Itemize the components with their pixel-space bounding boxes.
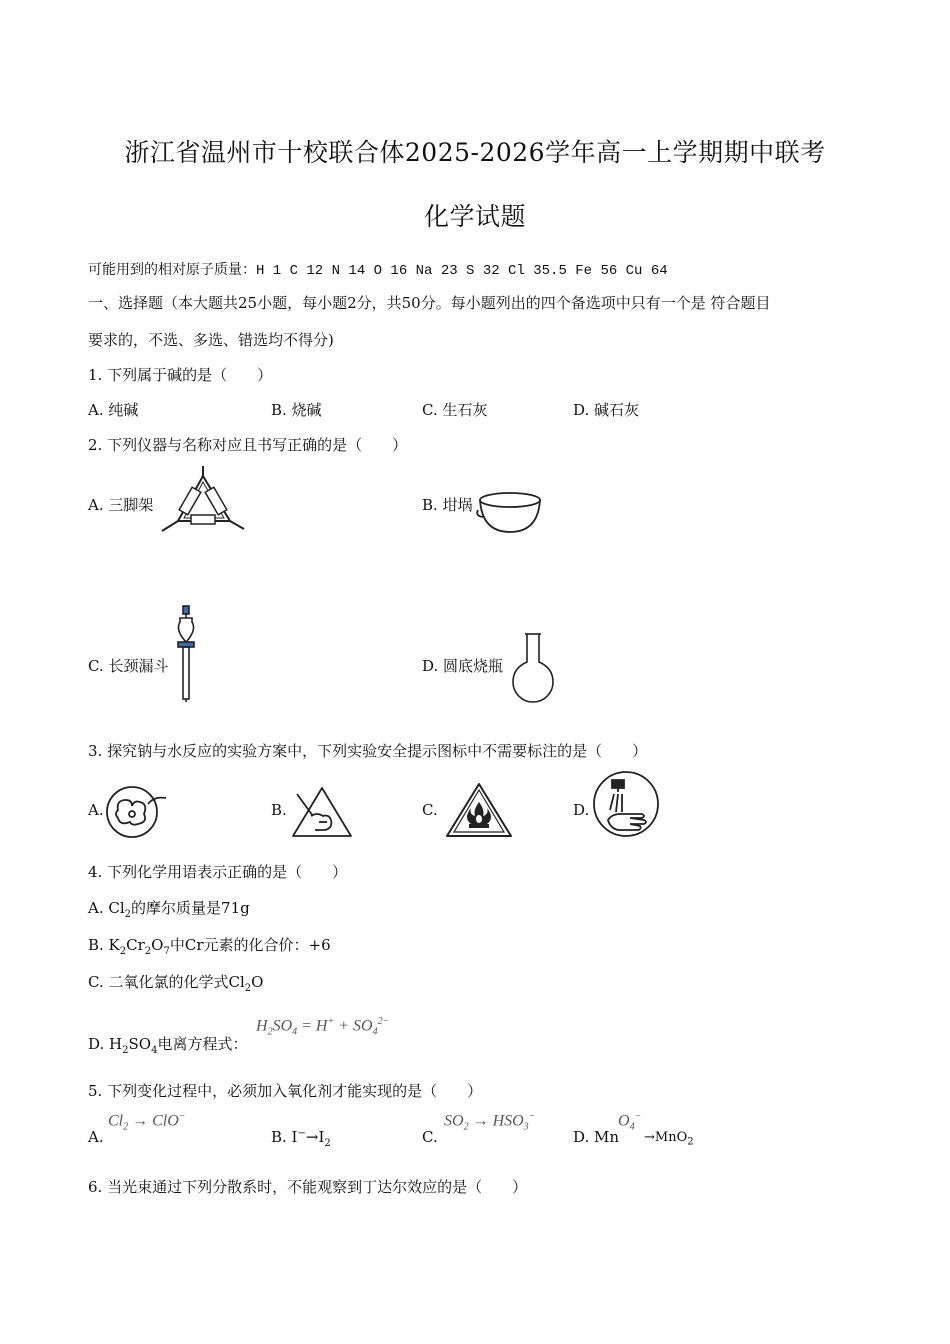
hot-surface-hazard-icon <box>104 782 172 840</box>
q1-option-b: B. 烧碱 <box>271 401 322 419</box>
q3-option-a: A. <box>88 801 104 819</box>
q4-d-eq-rhs2-sub: 4 <box>372 1026 378 1038</box>
q5-b-sup: − <box>297 1128 306 1139</box>
q5-a-eq-l-sub: 2 <box>123 1121 129 1133</box>
flammable-hazard-icon <box>443 780 515 840</box>
q4-option-b <box>88 934 331 957</box>
q5-c-eq-r-sub: 3 <box>523 1121 529 1133</box>
q5-b-text: B. I <box>271 1128 298 1146</box>
q5-d-suffix <box>644 1130 694 1148</box>
q4-option-c <box>88 971 263 994</box>
q5-c-eq-l-sub: 2 <box>463 1121 469 1133</box>
paper-title-line1: 浙江省温州市十校联合体2025-2026学年高一上学期期中联考 <box>124 138 826 167</box>
q4-b-text: B. K <box>88 936 120 954</box>
q5-b-mid: →I <box>305 1128 325 1146</box>
q4-d-text: D. H <box>88 1035 123 1053</box>
paper-title-line2: 化学试题 <box>423 202 526 231</box>
q2-stem: 2. 下列仪器与名称对应且书写正确的是（ ） <box>88 436 408 454</box>
q5-option-a: A. <box>88 1128 104 1146</box>
q4-b-sub1: 2 <box>119 946 127 957</box>
q1-option-a: A. 纯碱 <box>88 401 139 419</box>
q4-a-suffix: 的摩尔质量是71g <box>131 899 250 917</box>
section-instructions-line1: 一、选择题（本大题共25小题，每小题2分，共50分。每小题列出的四个备选项中只有一个是 符合题目 <box>88 294 771 312</box>
q5-c-eq-r: → HSO <box>472 1112 524 1130</box>
q5-option-d: D. Mn <box>573 1128 620 1146</box>
q4-b-suffix: 中Cr元素的化合价：+6 <box>169 936 331 954</box>
round-bottom-flask-icon <box>510 630 556 702</box>
q5-a-eq-l: Cl <box>108 1112 124 1130</box>
q2-option-d: D. 圆底烧瓶 <box>422 657 504 675</box>
q5-c-equation <box>444 1111 535 1133</box>
q4-a-text: A. Cl <box>88 899 125 917</box>
q2-option-c: C. 长颈漏斗 <box>88 657 169 675</box>
q4-d-eq-lhs-mid: SO <box>272 1017 293 1035</box>
q4-c-text: C. 二氧化氯的化学式Cl <box>88 973 245 991</box>
q4-option-a <box>88 897 250 920</box>
q4-b-mid2: O <box>151 936 164 954</box>
separatory-funnel-icon <box>172 600 200 702</box>
q4-d-suffix: 电离方程式： <box>157 1035 248 1053</box>
q5-a-equation <box>108 1111 186 1133</box>
q6-stem: 6. 当光束通过下列分散系时，不能观察到丁达尔效应的是（ ） <box>88 1178 528 1196</box>
q5-a-eq-r-sup: − <box>178 1111 186 1122</box>
q4-d-sub2: 4 <box>151 1045 158 1056</box>
q4-c-suffix: O <box>251 973 264 991</box>
section-instructions-line2: 要求的，不选、多选、错选均不得分) <box>88 331 334 349</box>
q4-d-eq-rhs1-sup: + <box>327 1016 335 1027</box>
q3-stem: 3. 探究钠与水反应的实验方案中，下列实验安全提示图标中不需要标注的是（ ） <box>88 742 648 760</box>
q3-option-c: C. <box>422 801 438 819</box>
tripod-triangle-icon <box>158 466 248 536</box>
q3-option-d: D. <box>573 801 590 819</box>
q4-b-mid1: Cr <box>126 936 145 954</box>
q4-d-equation <box>256 1016 389 1038</box>
q4-d-eq-rhs2-sup: 2− <box>377 1016 390 1027</box>
q4-d-eq-rhs2: + SO <box>338 1017 373 1035</box>
q5-d-frag-sub: 4 <box>629 1121 635 1133</box>
q1-option-d: D. 碱石灰 <box>573 401 640 419</box>
q5-a-eq-r: → ClO <box>132 1112 179 1130</box>
q4-stem: 4. 下列化学用语表示正确的是（ ） <box>88 863 348 881</box>
q4-d-mid: SO <box>128 1035 152 1053</box>
wash-hands-icon <box>590 770 662 838</box>
q4-d-eq-lhs: H <box>256 1017 268 1035</box>
q4-d-sub1: 2 <box>122 1045 129 1056</box>
q5-d-frag-sup: − <box>634 1111 642 1122</box>
sharp-object-hazard-icon <box>289 784 355 840</box>
q1-stem: 1. 下列属于碱的是（ ） <box>88 366 273 384</box>
q5-b-sub: 2 <box>324 1138 331 1149</box>
q4-option-d <box>88 1033 247 1056</box>
atomic-masses: 可能用到的相对原子质量：H 1 C 12 N 14 O 16 Na 23 S 32 Cl 35.5 Fe 56 Cu 64 <box>88 263 668 279</box>
q5-stem: 5. 下列变化过程中，必须加入氧化剂才能实现的是（ ） <box>88 1082 483 1100</box>
q5-c-eq-l: SO <box>444 1112 464 1130</box>
q5-option-c: C. <box>422 1128 438 1146</box>
q4-d-eq-rhs1: = H <box>301 1017 328 1035</box>
q4-d-eq-lhs-sub1: 2 <box>267 1026 273 1038</box>
q5-c-eq-r-sup: − <box>528 1111 536 1122</box>
q2-option-a: A. 三脚架 <box>88 496 154 514</box>
q5-option-b <box>271 1128 331 1149</box>
q4-b-sub3: 7 <box>163 946 170 957</box>
q4-d-eq-lhs-sub2: 4 <box>292 1026 298 1038</box>
q4-c-sub: 2 <box>244 983 252 994</box>
crucible-icon <box>474 490 544 534</box>
q5-d-suffix-sub: 2 <box>687 1136 694 1148</box>
q4-b-sub2: 2 <box>144 946 152 957</box>
q3-option-b: B. <box>271 801 287 819</box>
q5-d-suffix-text: →MnO <box>644 1130 688 1145</box>
q5-d-frag: O <box>618 1112 630 1130</box>
q5-d-fragment <box>618 1111 641 1133</box>
q1-option-c: C. 生石灰 <box>422 401 488 419</box>
q4-a-sub: 2 <box>124 909 132 920</box>
q2-option-b: B. 坩埚 <box>422 496 473 514</box>
